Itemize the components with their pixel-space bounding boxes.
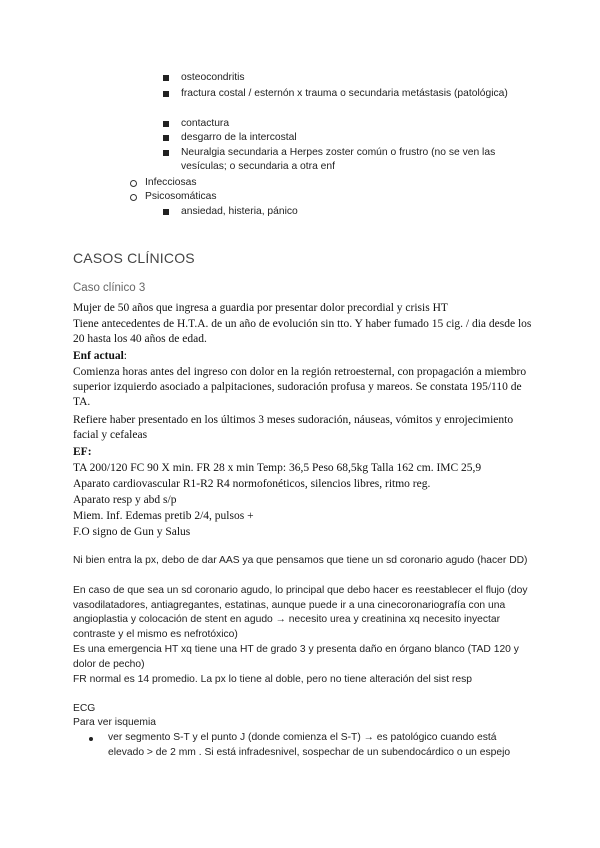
- case-subheading: Caso clínico 3: [73, 282, 146, 294]
- square-bullet-icon: [163, 209, 169, 215]
- bullet-dot-icon: [89, 737, 93, 741]
- section-heading: CASOS CLÍNICOS: [73, 250, 195, 266]
- ef-line: Aparato cardiovascular R1-R2 R4 normofonéticos, silencios libres, ritmo reg.: [73, 478, 431, 490]
- circle-bullet-icon: [130, 194, 137, 201]
- enf-label: Enf actual: [73, 350, 124, 362]
- list-item: ansiedad, histeria, pánico: [181, 206, 298, 217]
- enf-actual-label: [73, 349, 533, 364]
- square-bullet-icon: [163, 135, 169, 141]
- ecg-bullet: ver segmento S-T y el punto J (donde comienza el S-T) → es patológico cuando está elevado > de 2 mm . Si está infradesnivel, sospechar de un subendocárdico o un espejo: [108, 732, 511, 758]
- enf-actual-text: Comienza horas antes del ingreso con dolor en la región retroesternal, con propagación a miembro superior izquierdo asociado a palpitaciones, sudoración profusa y mareos. Se constata 195/110 de TA.: [73, 366, 527, 408]
- square-bullet-icon: [163, 121, 169, 127]
- ecg-subtitle: Para ver isquemia: [73, 717, 156, 728]
- enf-colon: :: [123, 350, 127, 362]
- ef-label: EF:: [73, 446, 92, 458]
- list-item: desgarro de la intercostal: [181, 132, 297, 143]
- square-bullet-icon: [163, 91, 169, 97]
- enf-actual-text-2: Refiere haber presentado en los últimos 3 meses sudoración, náuseas, vómitos y enrojecimiento facial y cefaleas: [73, 414, 514, 441]
- note-paragraph: FR normal es 14 promedio. La px lo tiene al doble, pero no tiene alteración del sist resp: [73, 674, 472, 685]
- ef-line: F.O signo de Gun y Salus: [73, 526, 191, 538]
- list-item: osteocondritis: [181, 72, 245, 83]
- square-bullet-icon: [163, 150, 169, 156]
- list-item: Infecciosas: [145, 177, 197, 188]
- list-item: fractura costal / esternón x trauma o secundaria metástasis (patológica): [181, 88, 508, 99]
- ef-line: TA 200/120 FC 90 X min. FR 28 x min Temp: 36,5 Peso 68,5kg Talla 162 cm. IMC 25,9: [73, 462, 482, 474]
- case-intro-text: Tiene antecedentes de H.T.A. de un año de evolución sin tto. Y haber fumado 15 cig. / dia desde los 20 hasta los 40 años de edad.: [73, 318, 532, 345]
- ef-line: Miem. Inf. Edemas pretib 2/4, pulsos +: [73, 510, 254, 522]
- note-paragraph: Ni bien entra la px, debo de dar AAS ya que pensamos que tiene un sd coronario agudo (hacer DD): [73, 555, 528, 566]
- note-paragraph: En caso de que sea un sd coronario agudo, lo principal que debo hacer es reestablecer el flujo (doy vasodilatadores, antiagregantes, estatinas, aunque puede ir a una cinecoronariografía con una angioplastia y colocación de stent en agudo → necesito urea y creatinina xq necesito inyectar contraste y el mismo es nefrotóxico): [73, 585, 528, 640]
- circle-bullet-icon: [130, 180, 137, 187]
- square-bullet-icon: [163, 75, 169, 81]
- ecg-title: ECG: [73, 703, 96, 714]
- list-item: contactura: [181, 118, 230, 129]
- case-intro-line: Mujer de 50 años que ingresa a guardia por presentar dolor precordial y crisis HT: [73, 302, 448, 314]
- list-item: Neuralgia secundaria a Herpes zoster común o frustro (no se ven las vesículas; o secundaria a otra enf: [181, 147, 496, 172]
- list-item: Psicosomáticas: [145, 191, 217, 202]
- note-paragraph: Es una emergencia HT xq tiene una HT de grado 3 y presenta daño en órgano blanco (TAD 120 y dolor de pecho): [73, 644, 519, 670]
- ef-line: Aparato resp y abd s/p: [73, 494, 177, 506]
